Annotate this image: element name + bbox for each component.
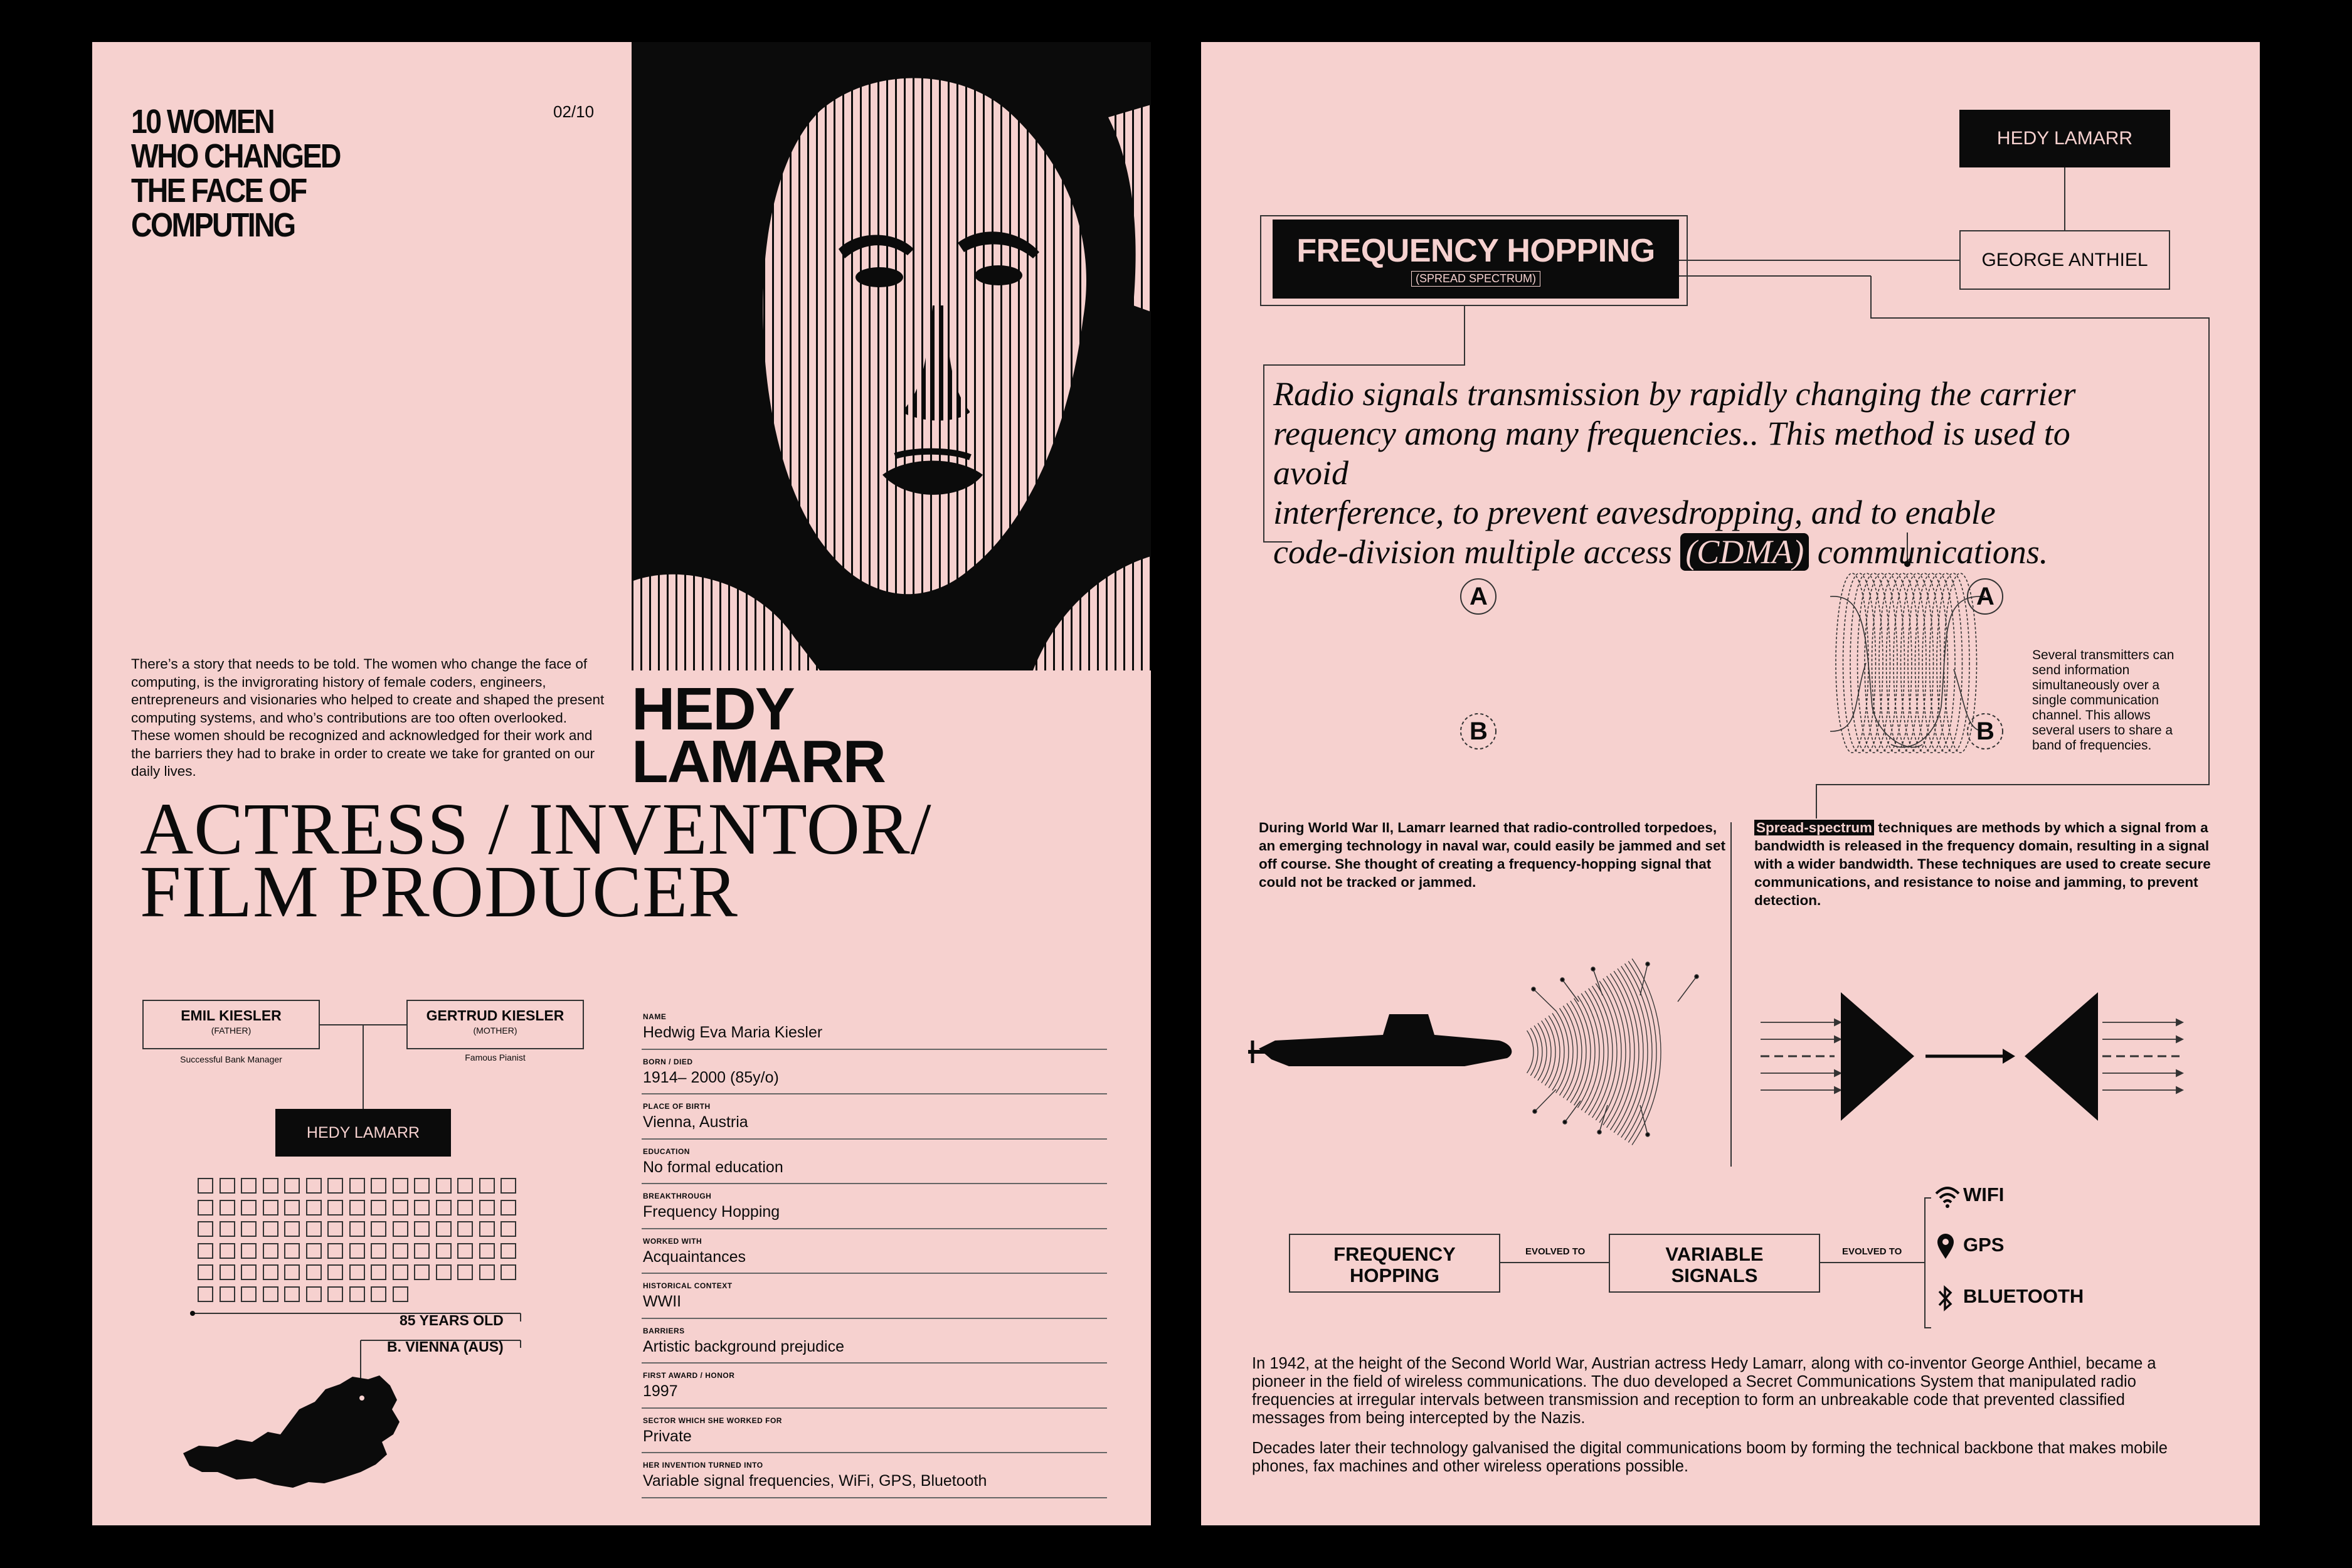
age-square xyxy=(284,1221,300,1237)
fact-value: No formal education xyxy=(643,1158,783,1176)
age-square xyxy=(284,1200,300,1216)
evolved-to-label-1: EVOLVED TO xyxy=(1525,1246,1586,1257)
coil-loop xyxy=(1879,573,1912,753)
age-square xyxy=(263,1178,278,1194)
age-square xyxy=(198,1221,213,1237)
coil-loop xyxy=(1865,573,1897,753)
age-square xyxy=(306,1178,322,1194)
age-square xyxy=(327,1286,343,1302)
age-square xyxy=(241,1264,257,1280)
result-gps: GPS xyxy=(1963,1234,2005,1256)
facts-list xyxy=(642,1005,1107,1498)
age-square xyxy=(414,1243,430,1259)
coil-loop xyxy=(1887,573,1919,753)
age-square xyxy=(436,1178,452,1194)
fact-row xyxy=(642,1409,1107,1454)
age-square xyxy=(436,1200,452,1216)
fact-label: NAME xyxy=(643,1012,667,1021)
fact-label: BREAKTHROUGH xyxy=(643,1192,712,1200)
age-square xyxy=(479,1243,495,1259)
label-a-right: A xyxy=(1976,583,1994,610)
age-square xyxy=(220,1200,235,1216)
fact-row xyxy=(642,1094,1107,1140)
age-square xyxy=(436,1264,452,1280)
fact-label: HER INVENTION TURNED INTO xyxy=(643,1461,763,1470)
age-square xyxy=(349,1264,365,1280)
age-square xyxy=(436,1221,452,1237)
wifi-icon xyxy=(1934,1185,1961,1210)
definition-quote: Radio signals transmission by rapidly changing the carrier requency among many frequencies.. This method is used to avoid interference, to prevent eavesdropping, and to enable code-division multiple access (CDMA) communications. xyxy=(1273,375,2076,571)
evolution-variable-signals: VARIABLE SIGNALS xyxy=(1609,1234,1820,1293)
evolved-to-label-2: EVOLVED TO xyxy=(1842,1246,1902,1257)
age-square xyxy=(284,1264,300,1280)
age-square xyxy=(241,1286,257,1302)
result-bluetooth: BLUETOOTH xyxy=(1963,1285,2084,1307)
age-square xyxy=(327,1178,343,1194)
fact-label: HISTORICAL CONTEXT xyxy=(643,1281,733,1290)
age-square xyxy=(220,1243,235,1259)
age-square xyxy=(198,1264,213,1280)
hedy-lamarr-box: HEDY LAMARR xyxy=(1959,110,2170,167)
age-square xyxy=(220,1264,235,1280)
age-square xyxy=(479,1200,495,1216)
coil-loop xyxy=(1944,573,1977,753)
label-b-right: B xyxy=(1976,718,1994,745)
coil-loop xyxy=(1872,573,1905,753)
fact-row xyxy=(642,1229,1107,1274)
age-square xyxy=(501,1264,516,1280)
age-square xyxy=(393,1178,408,1194)
age-square xyxy=(327,1243,343,1259)
age-square xyxy=(349,1178,365,1194)
coil-loop xyxy=(1836,573,1868,753)
age-square xyxy=(501,1178,516,1194)
label-a-left: A xyxy=(1470,583,1488,610)
age-square xyxy=(284,1243,300,1259)
mother-note: Famous Pianist xyxy=(465,1052,526,1062)
age-square xyxy=(327,1200,343,1216)
austria-map xyxy=(180,1372,406,1497)
age-label: 85 YEARS OLD xyxy=(400,1312,504,1328)
age-square xyxy=(284,1178,300,1194)
sonar-wave xyxy=(1603,978,1626,1125)
father-note: Successful Bank Manager xyxy=(180,1054,282,1064)
age-square xyxy=(371,1221,386,1237)
age-square xyxy=(501,1243,516,1259)
bluetooth-icon xyxy=(1937,1284,1954,1313)
ww2-paragraph: During World War II, Lamarr learned that radio-controlled torpedoes, an emerging technology in naval war, could easily be jammed and set off course. She thought of creating a frequency-hopping signal that could not be tracked or jammed. xyxy=(1259,820,1725,890)
fact-value: Acquaintances xyxy=(643,1248,746,1266)
age-square xyxy=(306,1200,322,1216)
sonar-wave xyxy=(1585,991,1604,1113)
frequency-hopping-title: FREQUENCY HOPPING (SPREAD SPECTRUM) xyxy=(1273,220,1679,299)
fact-label: PLACE OF BIRTH xyxy=(643,1102,711,1111)
age-square xyxy=(263,1243,278,1259)
fact-row xyxy=(642,1319,1107,1364)
age-square xyxy=(349,1286,365,1302)
age-square xyxy=(198,1243,213,1259)
coil-loop xyxy=(1915,573,1948,753)
age-square xyxy=(501,1200,516,1216)
age-square xyxy=(198,1200,213,1216)
age-square xyxy=(371,1200,386,1216)
age-square xyxy=(263,1264,278,1280)
series-title: 10 WOMEN WHO CHANGED THE FACE OF COMPUTING xyxy=(131,103,340,244)
age-square xyxy=(371,1178,386,1194)
age-square xyxy=(457,1221,473,1237)
age-square xyxy=(371,1264,386,1280)
age-square xyxy=(414,1200,430,1216)
coil-loop xyxy=(1922,573,1955,753)
child-box: HEDY LAMARR xyxy=(275,1109,451,1157)
age-square xyxy=(306,1264,322,1280)
age-square xyxy=(306,1221,322,1237)
age-square xyxy=(393,1221,408,1237)
location-pin-icon xyxy=(1935,1232,1956,1260)
fact-value: WWII xyxy=(643,1293,682,1310)
transmitters-note: Several transmitters can send information simultaneously over a single communication channel. This allows several users to share a band of frequencies. xyxy=(2032,648,2175,753)
age-square xyxy=(306,1243,322,1259)
age-square xyxy=(241,1178,257,1194)
age-square xyxy=(263,1200,278,1216)
coil-loop xyxy=(1850,573,1883,753)
sonar-wave xyxy=(1589,988,1608,1115)
fact-label: SECTOR WHICH SHE WORKED FOR xyxy=(643,1416,782,1425)
age-square xyxy=(393,1264,408,1280)
mother-box: GERTRUD KIESLER (MOTHER) xyxy=(406,1000,584,1049)
age-square xyxy=(414,1221,430,1237)
fact-row xyxy=(642,1364,1107,1409)
coil-loop xyxy=(1908,573,1941,753)
fact-value: Vienna, Austria xyxy=(643,1113,748,1131)
age-square xyxy=(263,1286,278,1302)
sonar-wave xyxy=(1599,981,1621,1123)
age-square xyxy=(479,1264,495,1280)
age-square xyxy=(349,1200,365,1216)
age-square xyxy=(371,1243,386,1259)
sonar-wave xyxy=(1542,1020,1551,1083)
age-square xyxy=(241,1221,257,1237)
fact-row xyxy=(642,1274,1107,1319)
label-b-left: B xyxy=(1470,718,1488,745)
age-square xyxy=(457,1243,473,1259)
cdma-highlight: (CDMA) xyxy=(1680,533,1809,571)
age-square xyxy=(393,1286,408,1302)
age-square xyxy=(284,1286,300,1302)
sonar-wave xyxy=(1549,1015,1560,1088)
history-paragraph: In 1942, at the height of the Second World War, Austrian actress Hedy Lamarr, along with co-inventor George Anthiel, became a pioneer in the field of wireless communications. The duo developed a Secret Communications System that manipulated radio frequencies at irregular intervals between transmission and reception to form an unbreakable code that prevented classified messages from being intercepted by the Nazis. xyxy=(1252,1355,2156,1427)
fact-value: 1914– 2000 (85y/o) xyxy=(643,1068,779,1086)
age-square xyxy=(306,1286,322,1302)
fact-value: 1997 xyxy=(643,1382,678,1400)
profession-heading: ACTRESS / INVENTOR/ FILM PRODUCER xyxy=(140,788,932,933)
sonar-wave xyxy=(1530,1028,1538,1076)
birthplace-label: B. VIENNA (AUS) xyxy=(387,1338,504,1355)
sonar-wave xyxy=(1596,983,1617,1120)
fact-row xyxy=(642,1050,1107,1095)
fact-row xyxy=(642,1005,1107,1050)
age-square xyxy=(198,1178,213,1194)
age-square xyxy=(220,1286,235,1302)
age-square xyxy=(457,1178,473,1194)
age-squares-grid xyxy=(198,1178,524,1308)
coil-loop xyxy=(1858,573,1890,753)
fact-label: BARRIERS xyxy=(643,1326,685,1335)
age-square xyxy=(349,1221,365,1237)
age-square xyxy=(349,1243,365,1259)
sonar-wave xyxy=(1607,976,1630,1128)
age-square xyxy=(457,1200,473,1216)
fact-value: Artistic background prejudice xyxy=(643,1337,844,1355)
name-logo: HEDY LAMARR xyxy=(632,675,885,795)
result-wifi: WIFI xyxy=(1963,1184,2005,1205)
fact-label: WORKED WITH xyxy=(643,1236,702,1246)
page-number: 02/10 xyxy=(553,102,595,121)
fact-value: Hedwig Eva Maria Kiesler xyxy=(643,1024,823,1041)
father-box: EMIL KIESLER (FATHER) xyxy=(142,1000,320,1049)
left-page xyxy=(92,42,1151,1525)
fact-value: Private xyxy=(643,1427,692,1445)
age-square xyxy=(327,1221,343,1237)
age-square xyxy=(479,1178,495,1194)
age-square xyxy=(220,1221,235,1237)
age-square xyxy=(414,1178,430,1194)
age-square xyxy=(393,1243,408,1259)
fact-row xyxy=(642,1453,1107,1498)
age-square xyxy=(198,1286,213,1302)
right-page xyxy=(1201,42,2260,1525)
fact-label: FIRST AWARD / HONOR xyxy=(643,1371,735,1380)
evolution-frequency-hopping: FREQUENCY HOPPING xyxy=(1289,1234,1500,1293)
age-square xyxy=(263,1221,278,1237)
fact-row xyxy=(642,1184,1107,1229)
age-square xyxy=(457,1264,473,1280)
age-square xyxy=(436,1243,452,1259)
coil-loop xyxy=(1901,573,1934,753)
spread-spectrum-paragraph: Spread-spectrum techniques are methods by which a signal from a bandwidth is released in the frequency domain, resulting in a signal with a wider bandwidth. These techniques are used to create secure communications, and resistance to noise and jamming, to prevent detection. xyxy=(1754,820,2211,908)
fact-label: EDUCATION xyxy=(643,1147,690,1156)
age-square xyxy=(371,1286,386,1302)
fact-value: Frequency Hopping xyxy=(643,1203,780,1221)
george-anthiel-box: GEORGE ANTHIEL xyxy=(1959,230,2170,290)
age-square xyxy=(414,1264,430,1280)
age-square xyxy=(241,1200,257,1216)
age-square xyxy=(241,1243,257,1259)
intro-paragraph: There’s a story that needs to be told. The women who change the face of computing, is the invigrorating history of female coders, engineers, entrepreneurs and visionaries who helped to create and shaped the present computing systems, and who’s contributions are too often overlooked. These women should be recognized and acknowledged for their work and the barriers they had to brake in order to create we take for granted on our daily lives. xyxy=(131,656,605,779)
coil-loop xyxy=(1894,573,1926,753)
sonar-wave xyxy=(1527,1030,1534,1073)
age-square xyxy=(327,1264,343,1280)
age-square xyxy=(220,1178,235,1194)
fact-row xyxy=(642,1140,1107,1185)
fact-value: Variable signal frequencies, WiFi, GPS, Bluetooth xyxy=(643,1472,987,1490)
fact-label: BORN / DIED xyxy=(643,1057,693,1066)
age-square xyxy=(393,1200,408,1216)
age-square xyxy=(501,1221,516,1237)
age-square xyxy=(479,1221,495,1237)
legacy-paragraph: Decades later their technology galvanised the digital communications boom by forming the technical backbone that makes mobile phones, fax machines and other wireless operations possible. xyxy=(1252,1439,2168,1475)
